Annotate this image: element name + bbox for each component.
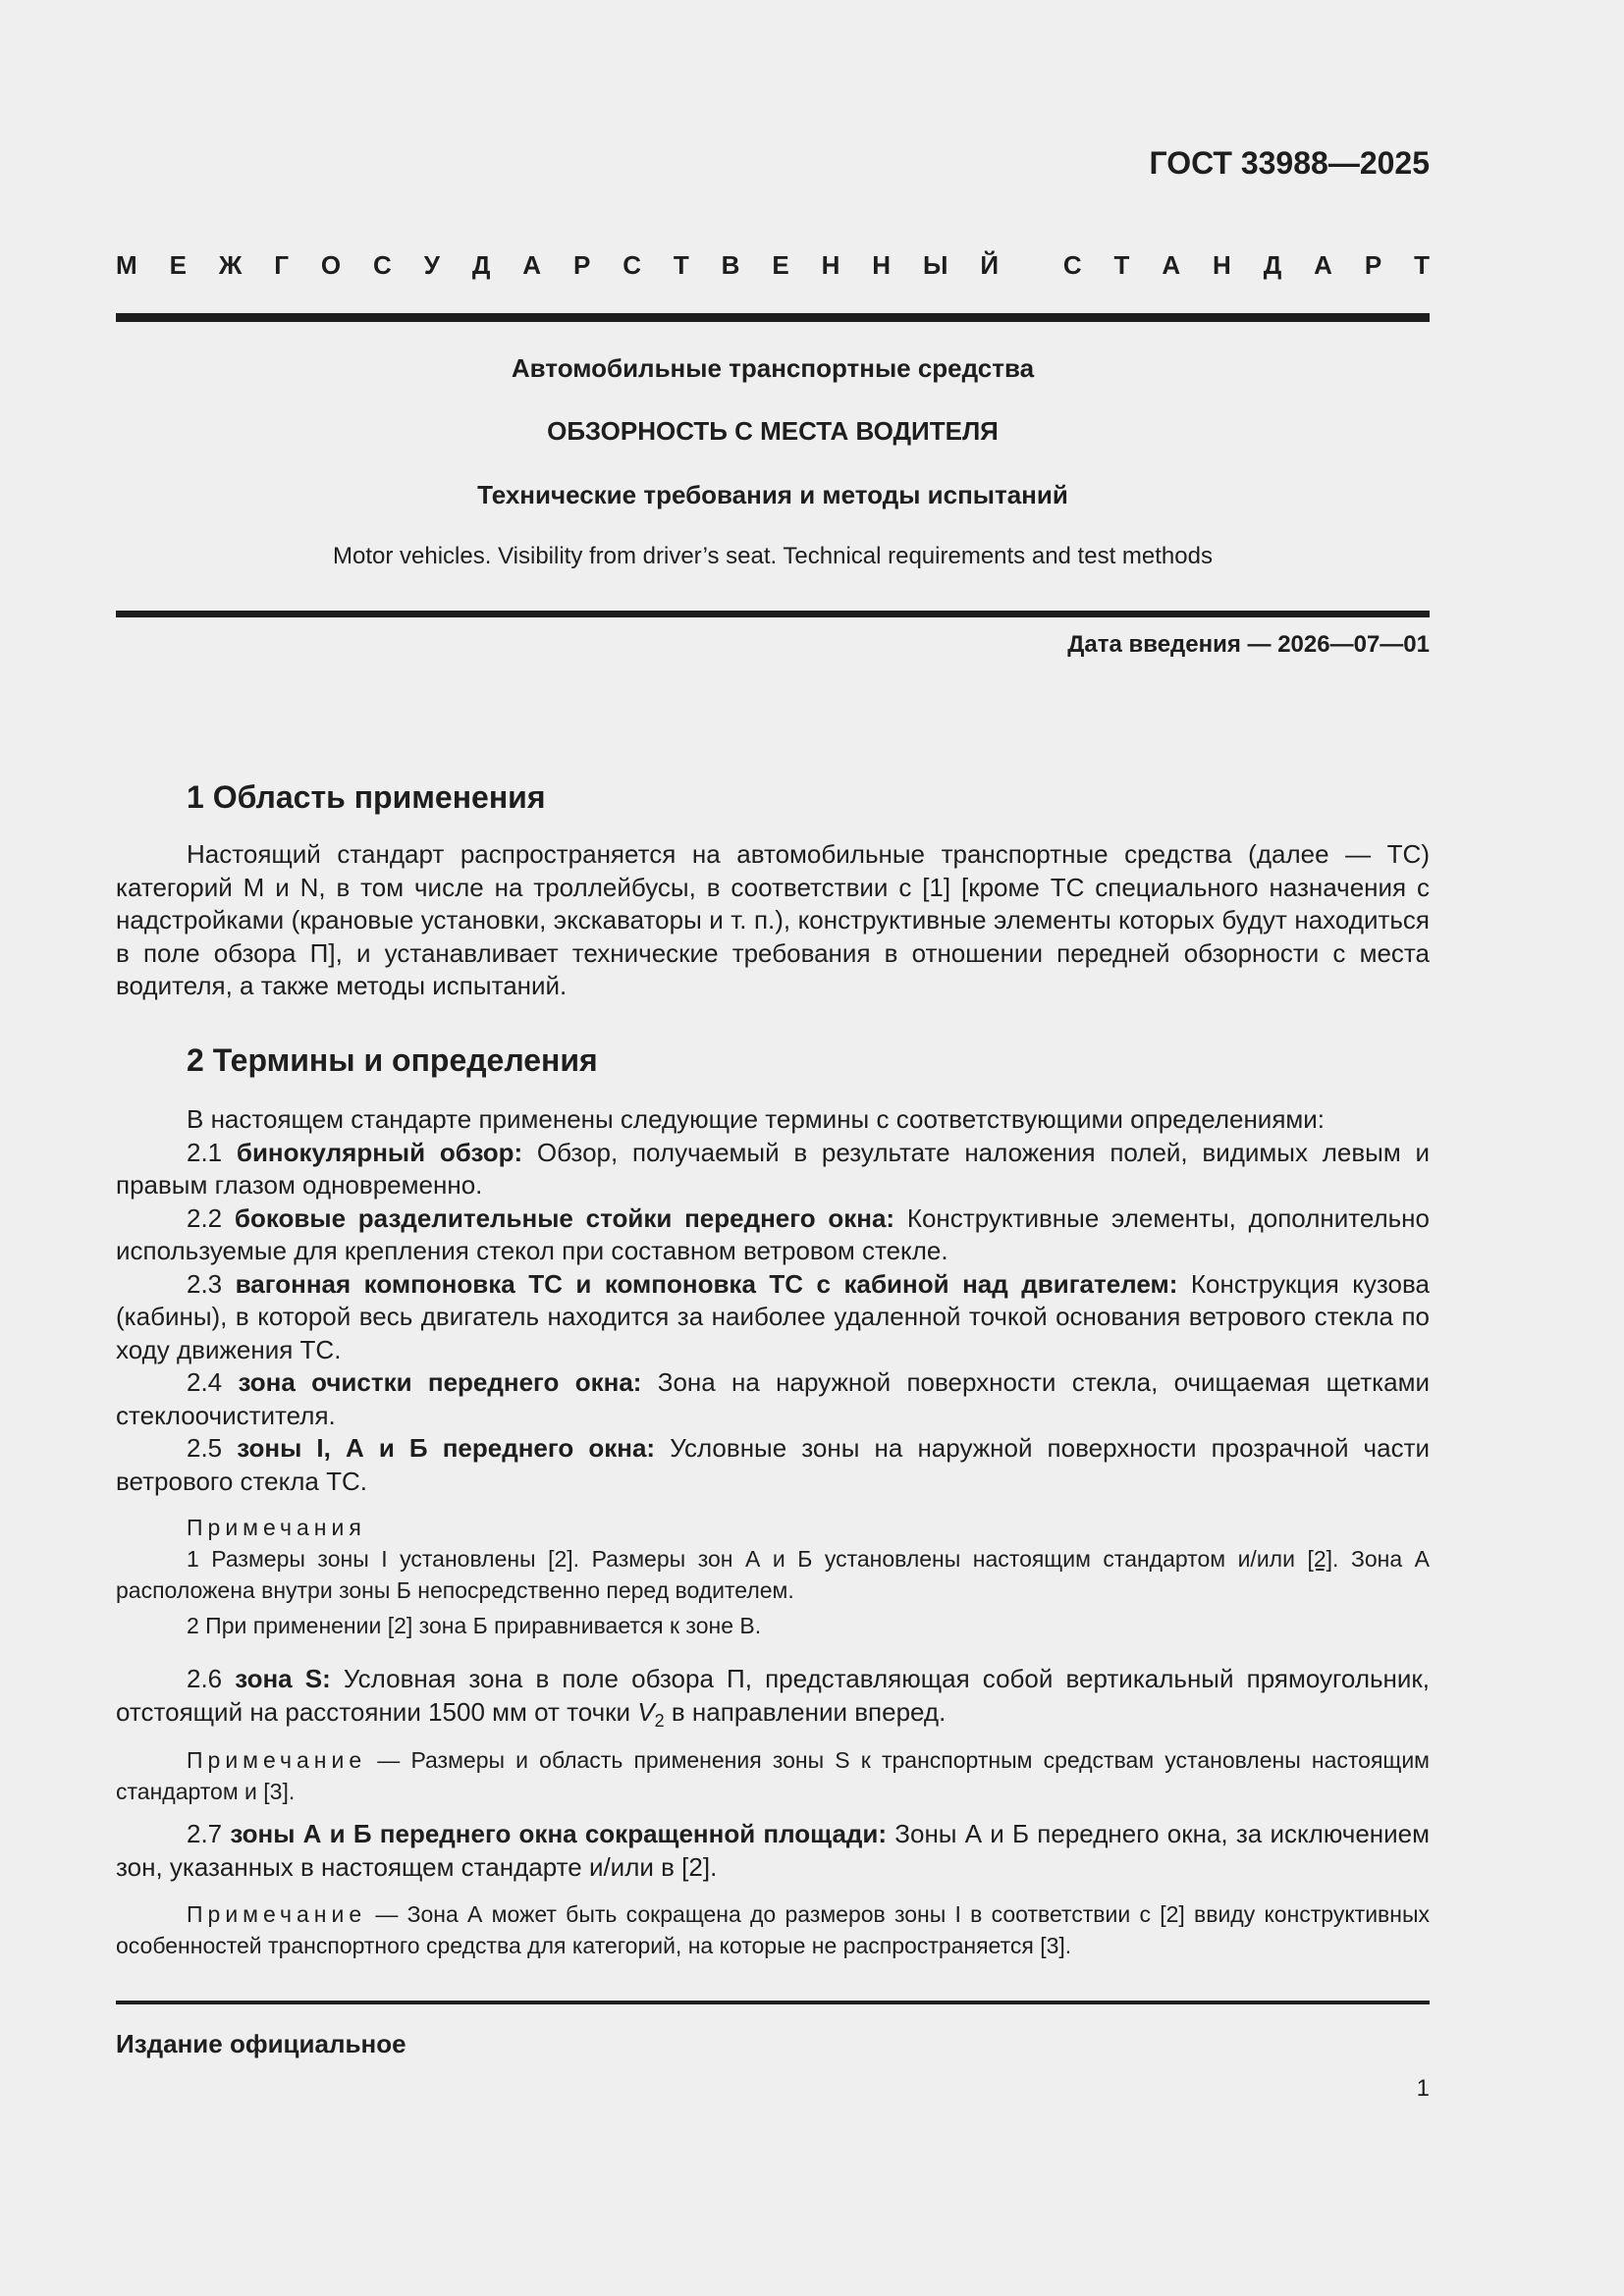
standard-type-letter: У [423, 250, 440, 280]
term-definition: в направлении вперед. [664, 1696, 947, 1727]
standard-type-letter: Д [1263, 250, 1282, 280]
term-number: 2.5 [187, 1433, 223, 1463]
title-line-3: Технические требования и методы испытаний [477, 480, 1068, 509]
note-text: — Зона А может быть сокращена до размеров зоны I в соответствии с [2] ввиду конструктивных особенностей транспортного средства для категорий, на которые не распространяется [3]. [116, 1901, 1430, 1958]
notes-label: Примечания [187, 1515, 366, 1540]
term-2-1 [116, 1137, 1430, 1202]
term-2-3 [116, 1268, 1430, 1367]
middle-rule [116, 611, 1430, 617]
standard-type-letter: А [1314, 250, 1332, 280]
term-number: 2.1 [187, 1137, 223, 1167]
standard-type-letter: С [1062, 250, 1082, 280]
note-text: 1 Размеры зоны I установлены [2]. Размеры зон А и Б установлены настоящим стандартом и/или [187, 1546, 1308, 1572]
section-2-heading-block [116, 1044, 1430, 1078]
point-symbol: V [637, 1696, 655, 1727]
section-2-body [116, 1103, 1430, 1498]
term-2-6 [116, 1663, 1430, 1737]
standard-type-letter: Р [1364, 250, 1382, 280]
note-2: 2 При применении [2] зона Б приравнивается к зоне В. [187, 1613, 762, 1638]
term-definition: Обзор, получаемый в результате наложения полей, видимых левым и правым глазом одновременно. [116, 1137, 1430, 1200]
term-name: зоны I, А и Б переднего окна: [237, 1433, 656, 1463]
note-text: — Размеры и область применения зоны S к транспортным средствам установлены настоящим стандартом и [3]. [116, 1747, 1430, 1804]
term-2-4 [116, 1366, 1430, 1432]
standard-type-letter: В [721, 250, 740, 280]
standard-type-letter: Т [1113, 250, 1130, 280]
section-1-paragraph: Настоящий стандарт распространяется на автомобильные транспортные средства (далее — ТС) категорий M и N, в том числе на троллейбусы, в соответствии с [1] [кроме ТС специального назначения с надстройками (крановые установки, экскаваторы и т. п.), конструктивные элементы которых будут находиться в поле обзора П], и устанавливает технические требования в отношении передней обзорности с места водителя, а также методы испытаний. [116, 839, 1430, 1000]
term-2-5 [116, 1432, 1430, 1498]
note-1 [116, 1543, 1430, 1606]
note-label: Примечание [187, 1901, 367, 1927]
standard-type-letter: Н [1213, 250, 1231, 280]
top-rule [116, 313, 1430, 322]
standard-type-letter: Т [1414, 250, 1430, 280]
note-2-6 [116, 1744, 1430, 1807]
bottom-rule [116, 2001, 1430, 2004]
standard-type-letter: С [373, 250, 392, 280]
term-definition: Конструкция кузова (кабины), в которой весь двигатель находится за наиболее удаленной точкой основания ветрового стекла по ходу движения ТС. [116, 1268, 1430, 1364]
standard-type-letter: Р [572, 250, 591, 280]
section-1-heading: 1 Область применения [187, 779, 546, 815]
note-2-7-block [116, 1898, 1430, 1961]
point-subscript: 2 [654, 1710, 665, 1731]
term-definition: Зоны А и Б переднего окна, за исключением зон, указанных в настоящем стандарте и/или в [2]. [116, 1819, 1430, 1882]
term-name: бинокулярный обзор: [236, 1137, 523, 1167]
term-definition: Условные зоны на наружной поверхности прозрачной части ветрового стекла ТС. [116, 1433, 1430, 1496]
standard-type-letter: Й [980, 250, 1000, 280]
standard-type-letter: А [522, 250, 542, 280]
section-1-body [116, 838, 1430, 1003]
standard-type-letter: Н [872, 250, 892, 280]
standard-type-letter: Ы [922, 250, 948, 280]
standard-type-letter: М [116, 250, 137, 280]
section-2-heading: 2 Термины и определения [187, 1042, 598, 1078]
title-english: Motor vehicles. Visibility from driver’s seat. Technical requirements and test methods [333, 543, 1213, 569]
term-name: зоны А и Б переднего окна сокращенной площади: [230, 1819, 888, 1848]
note-text: . Зона А расположена внутри зоны Б непосредственно перед водителем. [116, 1546, 1430, 1603]
section-1-heading-block [116, 781, 1430, 815]
note-label: Примечание [187, 1747, 367, 1773]
standard-type-letter: Г [274, 250, 289, 280]
page-number: 1 [1416, 2075, 1430, 2102]
standard-type-letter: О [320, 250, 342, 280]
standard-type-letter: Ж [218, 250, 243, 280]
term-2-6-block [116, 1663, 1430, 1737]
term-name: вагонная компоновка ТС и компоновка ТС с кабиной над двигателем: [235, 1268, 1178, 1299]
term-definition: Условная зона в поле обзора П, представляющая собой вертикальный прямоугольник, отстоящий на расстоянии 1500 мм от точки [116, 1664, 1431, 1727]
introduction-date: Дата введения — 2026—07—01 [1067, 631, 1430, 658]
term-2-7-block [116, 1818, 1430, 1884]
standard-type-letter: Е [772, 250, 789, 280]
term-number: 2.7 [187, 1819, 223, 1848]
note-reference: [2] [1307, 1546, 1333, 1572]
standard-type-heading [116, 250, 1430, 281]
term-2-2 [116, 1202, 1430, 1268]
official-edition-label: Издание официальное [116, 2029, 406, 2058]
term-number: 2.3 [187, 1268, 223, 1299]
term-number: 2.6 [187, 1664, 223, 1693]
term-name: зона очистки переднего окна: [238, 1367, 642, 1397]
term-number: 2.4 [187, 1367, 223, 1397]
standard-type-letter: Е [169, 250, 187, 280]
note-2-7 [116, 1898, 1430, 1961]
title-line-2: ОБЗОРНОСТЬ С МЕСТА ВОДИТЕЛЯ [547, 416, 999, 446]
term-definition: Зона на наружной поверхности стекла, очищаемая щетками стеклоочистителя. [116, 1367, 1430, 1430]
term-name: зона S: [235, 1664, 331, 1693]
standard-type-letter: Т [673, 250, 689, 280]
notes-block-2-5 [116, 1512, 1430, 1641]
term-number: 2.2 [187, 1202, 223, 1233]
standard-type-letter: Н [821, 250, 840, 280]
note-2-6-block [116, 1744, 1430, 1807]
term-name: боковые разделительные стойки переднего окна: [234, 1202, 895, 1233]
standard-type-letter: С [623, 250, 641, 280]
document-number: ГОСТ 33988—2025 [1149, 145, 1430, 181]
standard-type-letter: Д [471, 250, 491, 280]
term-definition: Конструктивные элементы, дополнительно используемые для крепления стекол при составном ветровом стекле. [116, 1202, 1430, 1265]
term-2-7 [116, 1818, 1430, 1884]
title-line-1: Автомобильные транспортные средства [511, 353, 1035, 383]
standard-type-letter: А [1162, 250, 1181, 280]
section-2-intro: В настоящем стандарте применены следующие термины с соответствующими определениями: [187, 1104, 1326, 1134]
